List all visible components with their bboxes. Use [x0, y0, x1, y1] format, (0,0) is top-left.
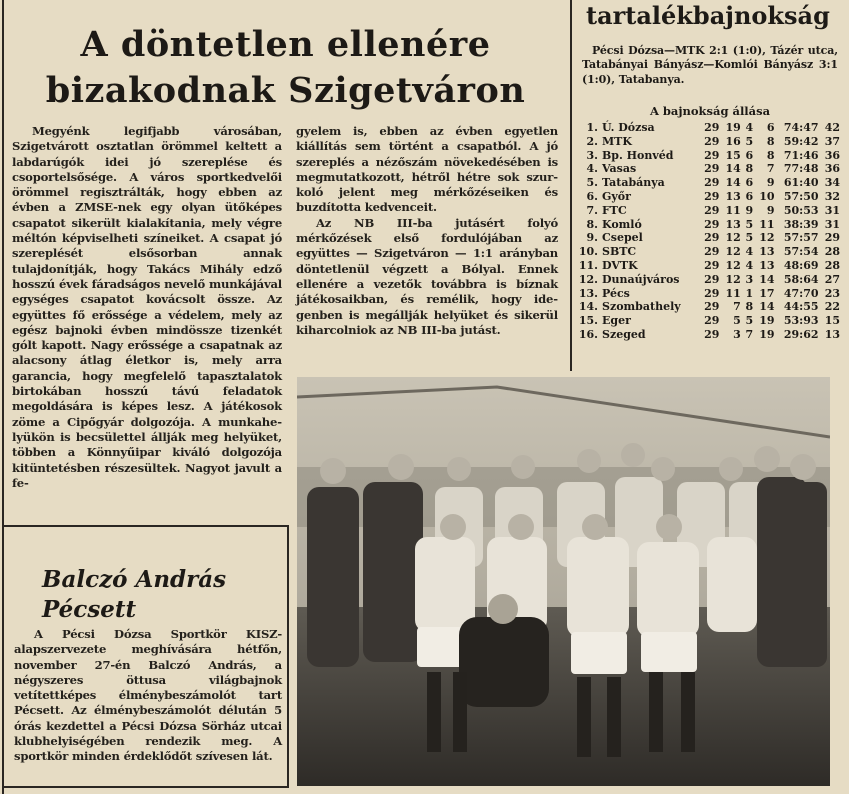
standing-wins: 12: [725, 272, 741, 286]
standing-wins: 16: [725, 134, 741, 148]
standing-played: 29: [704, 121, 720, 134]
box-rule: [287, 525, 289, 787]
standing-goals: 58:64: [783, 272, 819, 286]
standing-played: 29: [704, 327, 720, 341]
standing-position: 15.: [578, 314, 598, 328]
standing-position: 3.: [586, 148, 598, 162]
standings-row: [578, 245, 840, 259]
standing-played: 29: [704, 162, 720, 176]
standings-row: [578, 162, 840, 176]
reserve-league-title: tartalékbajnokság: [586, 1, 830, 30]
standings-row: [578, 300, 840, 314]
standing-goals: 47:70: [783, 286, 819, 300]
standing-points: 31: [824, 203, 840, 217]
standing-team: Győr: [602, 189, 631, 203]
team-photo-image: [297, 377, 830, 786]
standing-losses: 19: [759, 314, 775, 328]
standings-row: [578, 149, 840, 163]
standing-goals: 29:62: [783, 327, 819, 341]
standing-goals: 44:55: [783, 300, 819, 314]
balczo-title: [42, 565, 282, 625]
standing-played: 29: [704, 148, 720, 162]
standing-team: Vasas: [602, 162, 637, 176]
standing-position: 9.: [586, 231, 598, 245]
standing-losses: 14: [759, 272, 775, 286]
standings-row: [578, 190, 840, 204]
standing-points: 34: [824, 176, 840, 190]
article-column-2: [296, 124, 558, 338]
standing-draws: 1: [745, 286, 754, 300]
standing-draws: 4: [745, 121, 754, 134]
standing-draws: 5: [745, 134, 754, 148]
standing-team: SBTC: [602, 245, 637, 259]
standing-draws: 5: [745, 314, 754, 328]
standing-draws: 8: [745, 162, 754, 176]
standing-wins: 14: [725, 176, 741, 190]
standing-points: 42: [824, 121, 840, 134]
standing-wins: 13: [725, 217, 741, 231]
standing-team: DVTK: [602, 258, 638, 272]
standing-position: 12.: [578, 272, 598, 286]
standings-row: [578, 314, 840, 328]
standing-position: 6.: [586, 189, 598, 203]
standing-team: FTC: [602, 203, 627, 217]
standing-losses: 13: [759, 245, 775, 259]
bottom-rule: [4, 786, 289, 788]
standing-played: 29: [704, 189, 720, 203]
standings-row: [578, 328, 840, 342]
team-photo: [297, 377, 830, 786]
standing-team: Komló: [602, 217, 642, 231]
standing-position: 13.: [578, 286, 598, 300]
standing-position: 2.: [586, 134, 598, 148]
standing-team: Pécs: [602, 286, 630, 300]
standing-draws: 4: [745, 245, 754, 259]
standing-goals: 61:40: [783, 176, 819, 190]
standing-losses: 10: [759, 189, 775, 203]
standing-team: MTK: [602, 134, 632, 148]
balczo-paragraph: A Pécsi Dózsa Sportkör KISZ-alapszervezete meghívására hétfőn, november 27-én Balczó András, a négyszeres öttusa világbajnok vetítettképes élménybeszámolót tart Pécsett. Az élménybeszámolót délután 5 órás kezdettel a Pécsi Dózsa Sörház utcai klubhelyiségében rendezik meg. A sportkör minden érdeklődőt szívesen lát.: [14, 627, 282, 764]
standing-wins: 12: [725, 231, 741, 245]
standing-played: 29: [704, 300, 720, 314]
standing-losses: 7: [766, 162, 775, 176]
column-rule-right: [570, 0, 572, 371]
standing-losses: 13: [759, 258, 775, 272]
standing-position: 10.: [578, 245, 598, 259]
standing-points: 37: [824, 134, 840, 148]
standing-played: 29: [704, 272, 720, 286]
standing-goals: 57:57: [783, 231, 819, 245]
standing-goals: 77:48: [783, 162, 819, 176]
standing-goals: 57:50: [783, 189, 819, 203]
column-rule-left: [2, 0, 4, 794]
standing-team: Dunaújváros: [602, 272, 680, 286]
standing-goals: 57:54: [783, 245, 819, 259]
standing-goals: 74:47: [783, 121, 819, 134]
standing-wins: 5: [733, 314, 741, 328]
article-rule: [4, 525, 289, 527]
standings-row: [578, 204, 840, 218]
standing-draws: 5: [745, 231, 754, 245]
standings-row: [578, 176, 840, 190]
standing-losses: 11: [759, 217, 775, 231]
standing-draws: 6: [745, 176, 754, 190]
standing-points: 23: [824, 286, 840, 300]
standing-points: 29: [824, 231, 840, 245]
standing-played: 29: [704, 134, 720, 148]
standing-goals: 53:93: [783, 314, 819, 328]
standing-draws: 3: [745, 272, 754, 286]
standing-team: Csepel: [602, 231, 643, 245]
standing-played: 29: [704, 314, 720, 328]
standing-position: 5.: [586, 176, 598, 190]
standing-points: 36: [824, 162, 840, 176]
balczo-title-line-2: Pécsett: [42, 596, 137, 623]
standing-draws: 6: [745, 189, 754, 203]
standings-row: [578, 259, 840, 273]
headline-line-1: A döntetlen ellenére: [80, 24, 491, 65]
standing-goals: 71:46: [783, 148, 819, 162]
standings-row: [578, 218, 840, 232]
article-column-1: [12, 124, 282, 491]
standing-draws: 7: [745, 327, 754, 341]
standing-played: 29: [704, 231, 720, 245]
standing-losses: 17: [759, 286, 775, 300]
standing-points: 28: [824, 258, 840, 272]
standing-points: 31: [824, 217, 840, 231]
standing-wins: 12: [725, 258, 741, 272]
standings-row: [578, 121, 840, 135]
standing-wins: 11: [725, 286, 741, 300]
article-paragraph: Az NB III-ba jutásért folyó mérkőzések első fordulójában az együttes — Szigetváron — 1:1 arányban döntetlenül végzett a Bólyal. Ennek ellenére a vezetők továbbra is bíznak játékosaikban, és remélik, hogy idegenben is megállják helyüket és sikerül kiharcolniok az NB III-ba jutást.: [296, 215, 558, 337]
standings-table: [578, 121, 840, 342]
standings-row: [578, 231, 840, 245]
standing-wins: 7: [733, 300, 741, 314]
standing-wins: 12: [725, 245, 741, 259]
standing-points: 15: [824, 314, 840, 328]
reserve-results: Pécsi Dózsa—MTK 2:1 (1:0), Tázér utca, Tatabányai Bányász—Komlói Bányász 3:1 (1:0), Tatabanya.: [582, 44, 838, 86]
standing-played: 29: [704, 258, 720, 272]
standing-position: 16.: [578, 327, 598, 341]
standings-row: [578, 287, 840, 301]
standing-draws: 6: [745, 148, 754, 162]
standing-draws: 8: [745, 300, 754, 314]
balczo-title-line-1: Balczó András: [42, 566, 227, 593]
standing-goals: 48:69: [783, 258, 819, 272]
standing-goals: 50:53: [783, 203, 819, 217]
standing-team: Ú. Dózsa: [602, 121, 655, 134]
standing-wins: 11: [725, 203, 741, 217]
standing-draws: 9: [745, 203, 754, 217]
standing-played: 29: [704, 286, 720, 300]
standing-losses: 9: [766, 176, 775, 190]
standing-wins: 19: [725, 121, 741, 134]
standing-position: 1.: [586, 121, 598, 134]
standing-points: 22: [824, 300, 840, 314]
standing-wins: 3: [733, 327, 741, 341]
standing-played: 29: [704, 217, 720, 231]
standing-position: 4.: [586, 162, 598, 176]
standing-losses: 8: [766, 148, 775, 162]
standing-points: 32: [824, 189, 840, 203]
standing-position: 8.: [586, 217, 598, 231]
article-paragraph: gyelem is, ebben az évben egyetlen kiállítás sem történt a csapatból. A jó szereplés a nézőszám növekedésében is megmutatkozott, hétről hétre sok szurkoló jelent meg mérkőzéseiken és buzdította kedvenceit.: [296, 124, 558, 215]
standing-losses: 8: [766, 134, 775, 148]
standing-points: 27: [824, 272, 840, 286]
standing-points: 36: [824, 148, 840, 162]
standing-losses: 6: [766, 121, 775, 134]
headline-line-2: bizakodnak Szigetváron: [45, 70, 526, 111]
standing-team: Eger: [602, 314, 631, 328]
standing-position: 11.: [578, 258, 598, 272]
standing-played: 29: [704, 203, 720, 217]
standing-losses: 9: [766, 203, 775, 217]
standings-row: [578, 135, 840, 149]
standing-wins: 14: [725, 162, 741, 176]
standing-team: Tatabánya: [602, 176, 665, 190]
standing-position: 7.: [586, 203, 598, 217]
standing-position: 14.: [578, 300, 598, 314]
standing-draws: 4: [745, 258, 754, 272]
standing-wins: 13: [725, 189, 741, 203]
standings-row: [578, 273, 840, 287]
article-paragraph: Megyénk legifjabb városában, Szigetvárott osztatlan örömmel keltett a labdarúgók idei jó szereplése és csoportelsősége. A város sportkedvelői örömmel regisztrálták, hogy ebben az évben a ZMSE-nek egy olyan ütőképes csapatot sikerült kialakítania, mely végre méltón képviselheti színeiket. A csapat jó szereplését elsősorban annak tulajdonítják, hogy Takács Mihály edző hosszú évek fáradságos nevelő munkájával egységes csapatot kovácsolt össze. Az együttes fő erőssége a védelem, mely az egész bajnoki évben mindössze tizenkét gólt kapott. Nagy erőssége a csapatnak az alacsony átlag életkor is, mely arra garancia, hogy megfelelő tapasztalatok birtokában hosszú távú feladatok megoldására is képes lesz. A játékosok zöme a Cipőgyár dolgozója. A munkahelyükön is becsülettel állják meg helyüket, többen a Könnyűipar kiváló dolgozója kitüntetésben részesültek. Nagyot javult a fe-: [12, 124, 282, 490]
standing-played: 29: [704, 176, 720, 190]
standing-draws: 5: [745, 217, 754, 231]
standing-wins: 15: [725, 148, 741, 162]
standing-losses: 19: [759, 327, 775, 341]
standing-team: Szombathely: [602, 300, 681, 314]
standing-points: 28: [824, 245, 840, 259]
standing-played: 29: [704, 245, 720, 259]
standing-losses: 14: [759, 300, 775, 314]
balczo-body: [14, 627, 282, 765]
standings-title: A bajnokság állása: [649, 104, 771, 118]
standing-losses: 12: [759, 231, 775, 245]
standing-team: Szeged: [602, 327, 646, 341]
standing-goals: 38:39: [783, 217, 819, 231]
standing-points: 13: [824, 327, 840, 341]
standing-goals: 59:42: [783, 134, 819, 148]
headline: [8, 22, 563, 114]
standing-team: Bp. Honvéd: [602, 148, 674, 162]
